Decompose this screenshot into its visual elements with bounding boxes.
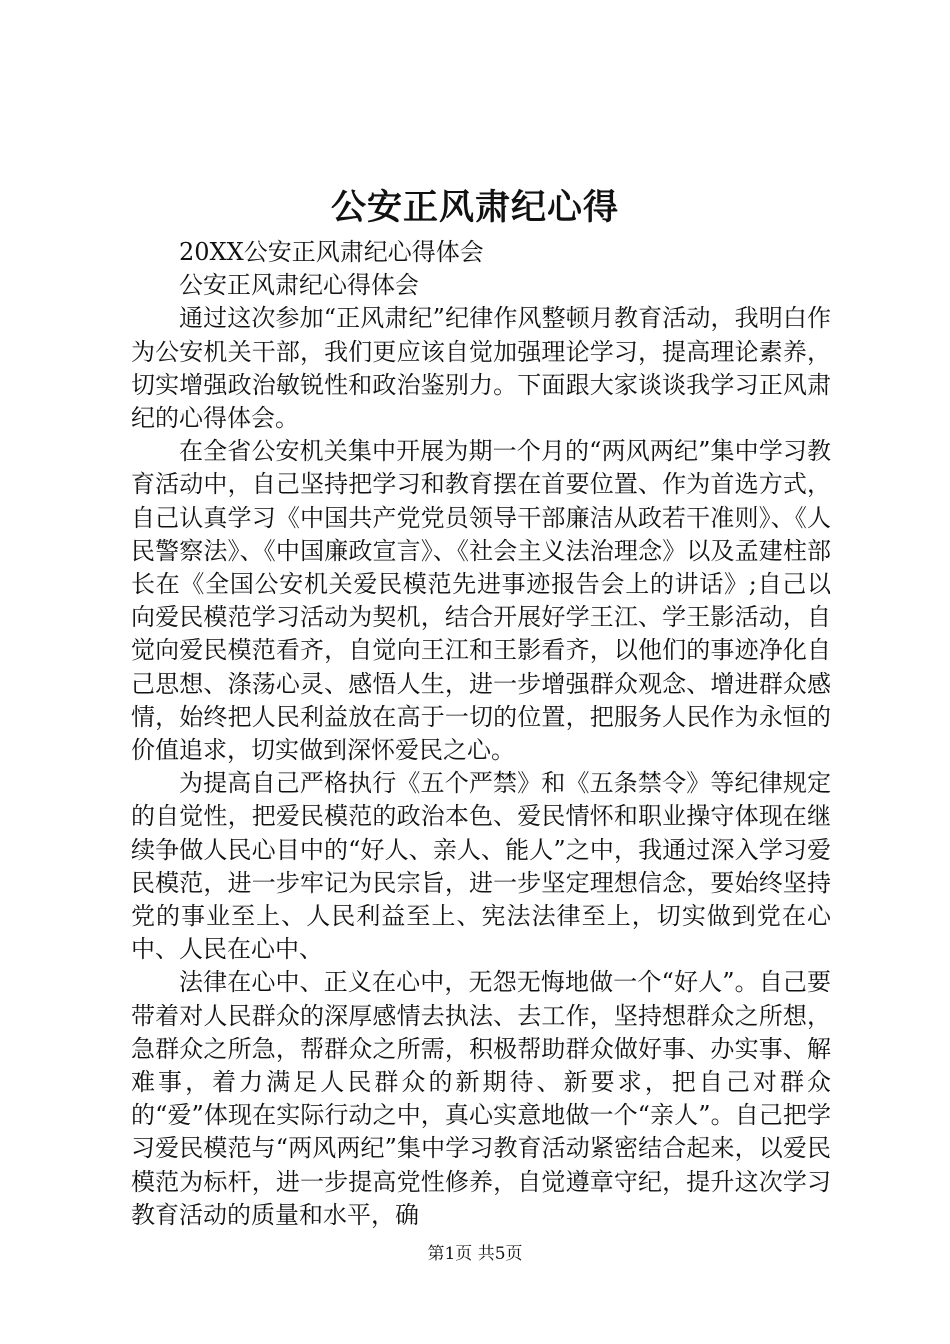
body-paragraph: 为提高自己严格执行《五个严禁》和《五条禁令》等纪律规定的自觉性，把爱民模范的政治本色、爱民情怀和职业操守体现在继续争做人民心目中的“好人、亲人、能人”之中，我通过深入学习爱民模范，进一步牢记为民宗旨，进一步坚定理想信念，要始终坚持党的事业至上、人民利益至上、宪法法律至上，切实做到党在心中、人民在心中、 bbox=[131, 769, 831, 964]
body-paragraph: 法律在心中、正义在心中，无怨无悔地做一个“好人”。自己要带着对人民群众的深厚感情去执法、去工作，坚持想群众之所想，急群众之所急，帮群众之所需，积极帮助群众做好事、办实事、解难事，着力满足人民群众的新期待、新要求，把自己对群众的“爱”体现在实际行动之中，真心实意地做一个“亲人”。自己把学习爱民模范与“两风两纪”集中学习教育活动紧密结合起来，以爱民模范为标杆，进一步提高党性修养，自觉遵章守纪，提升这次学习教育活动的质量和水平，确 bbox=[131, 968, 831, 1229]
subtitle-line: 公安正风肃纪心得体会 bbox=[179, 271, 419, 300]
document-body bbox=[131, 236, 831, 1232]
document-title: 公安正风肃纪心得 bbox=[330, 187, 619, 228]
body-paragraph: 通过这次参加“正风肃纪”纪律作风整顿月教育活动，我明白作为公安机关干部，我们更应该自觉加强理论学习，提高理论素养，切实增强政治敏锐性和政治鉴别力。下面跟大家谈谈我学习正风肃纪的心得体会。 bbox=[131, 304, 831, 433]
page-number-footer: 第1页 共5页 bbox=[427, 1244, 523, 1264]
body-paragraph: 在全省公安机关集中开展为期一个月的“两风两纪”集中学习教育活动中，自己坚持把学习和教育摆在首要位置、作为首选方式，自己认真学习《中国共产党党员领导干部廉洁从政若干准则》、《人民警察法》、《中国廉政宣言》、《社会主义法治理念》以及孟建柱部长在《全国公安机关爱民模范先进事迹报告会上的讲话》;自己以向爱民模范学习活动为契机，结合开展好学王江、学王影活动，自觉向爱民模范看齐，自觉向王江和王影看齐，以他们的事迹净化自己思想、涤荡心灵、感悟人生，进一步增强群众观念、增进群众感情，始终把人民利益放在高于一切的位置，把服务人民作为永恒的价值追求，切实做到深怀爱民之心。 bbox=[131, 437, 831, 765]
subtitle-line: 20XX公安正风肃纪心得体会 bbox=[179, 238, 484, 266]
